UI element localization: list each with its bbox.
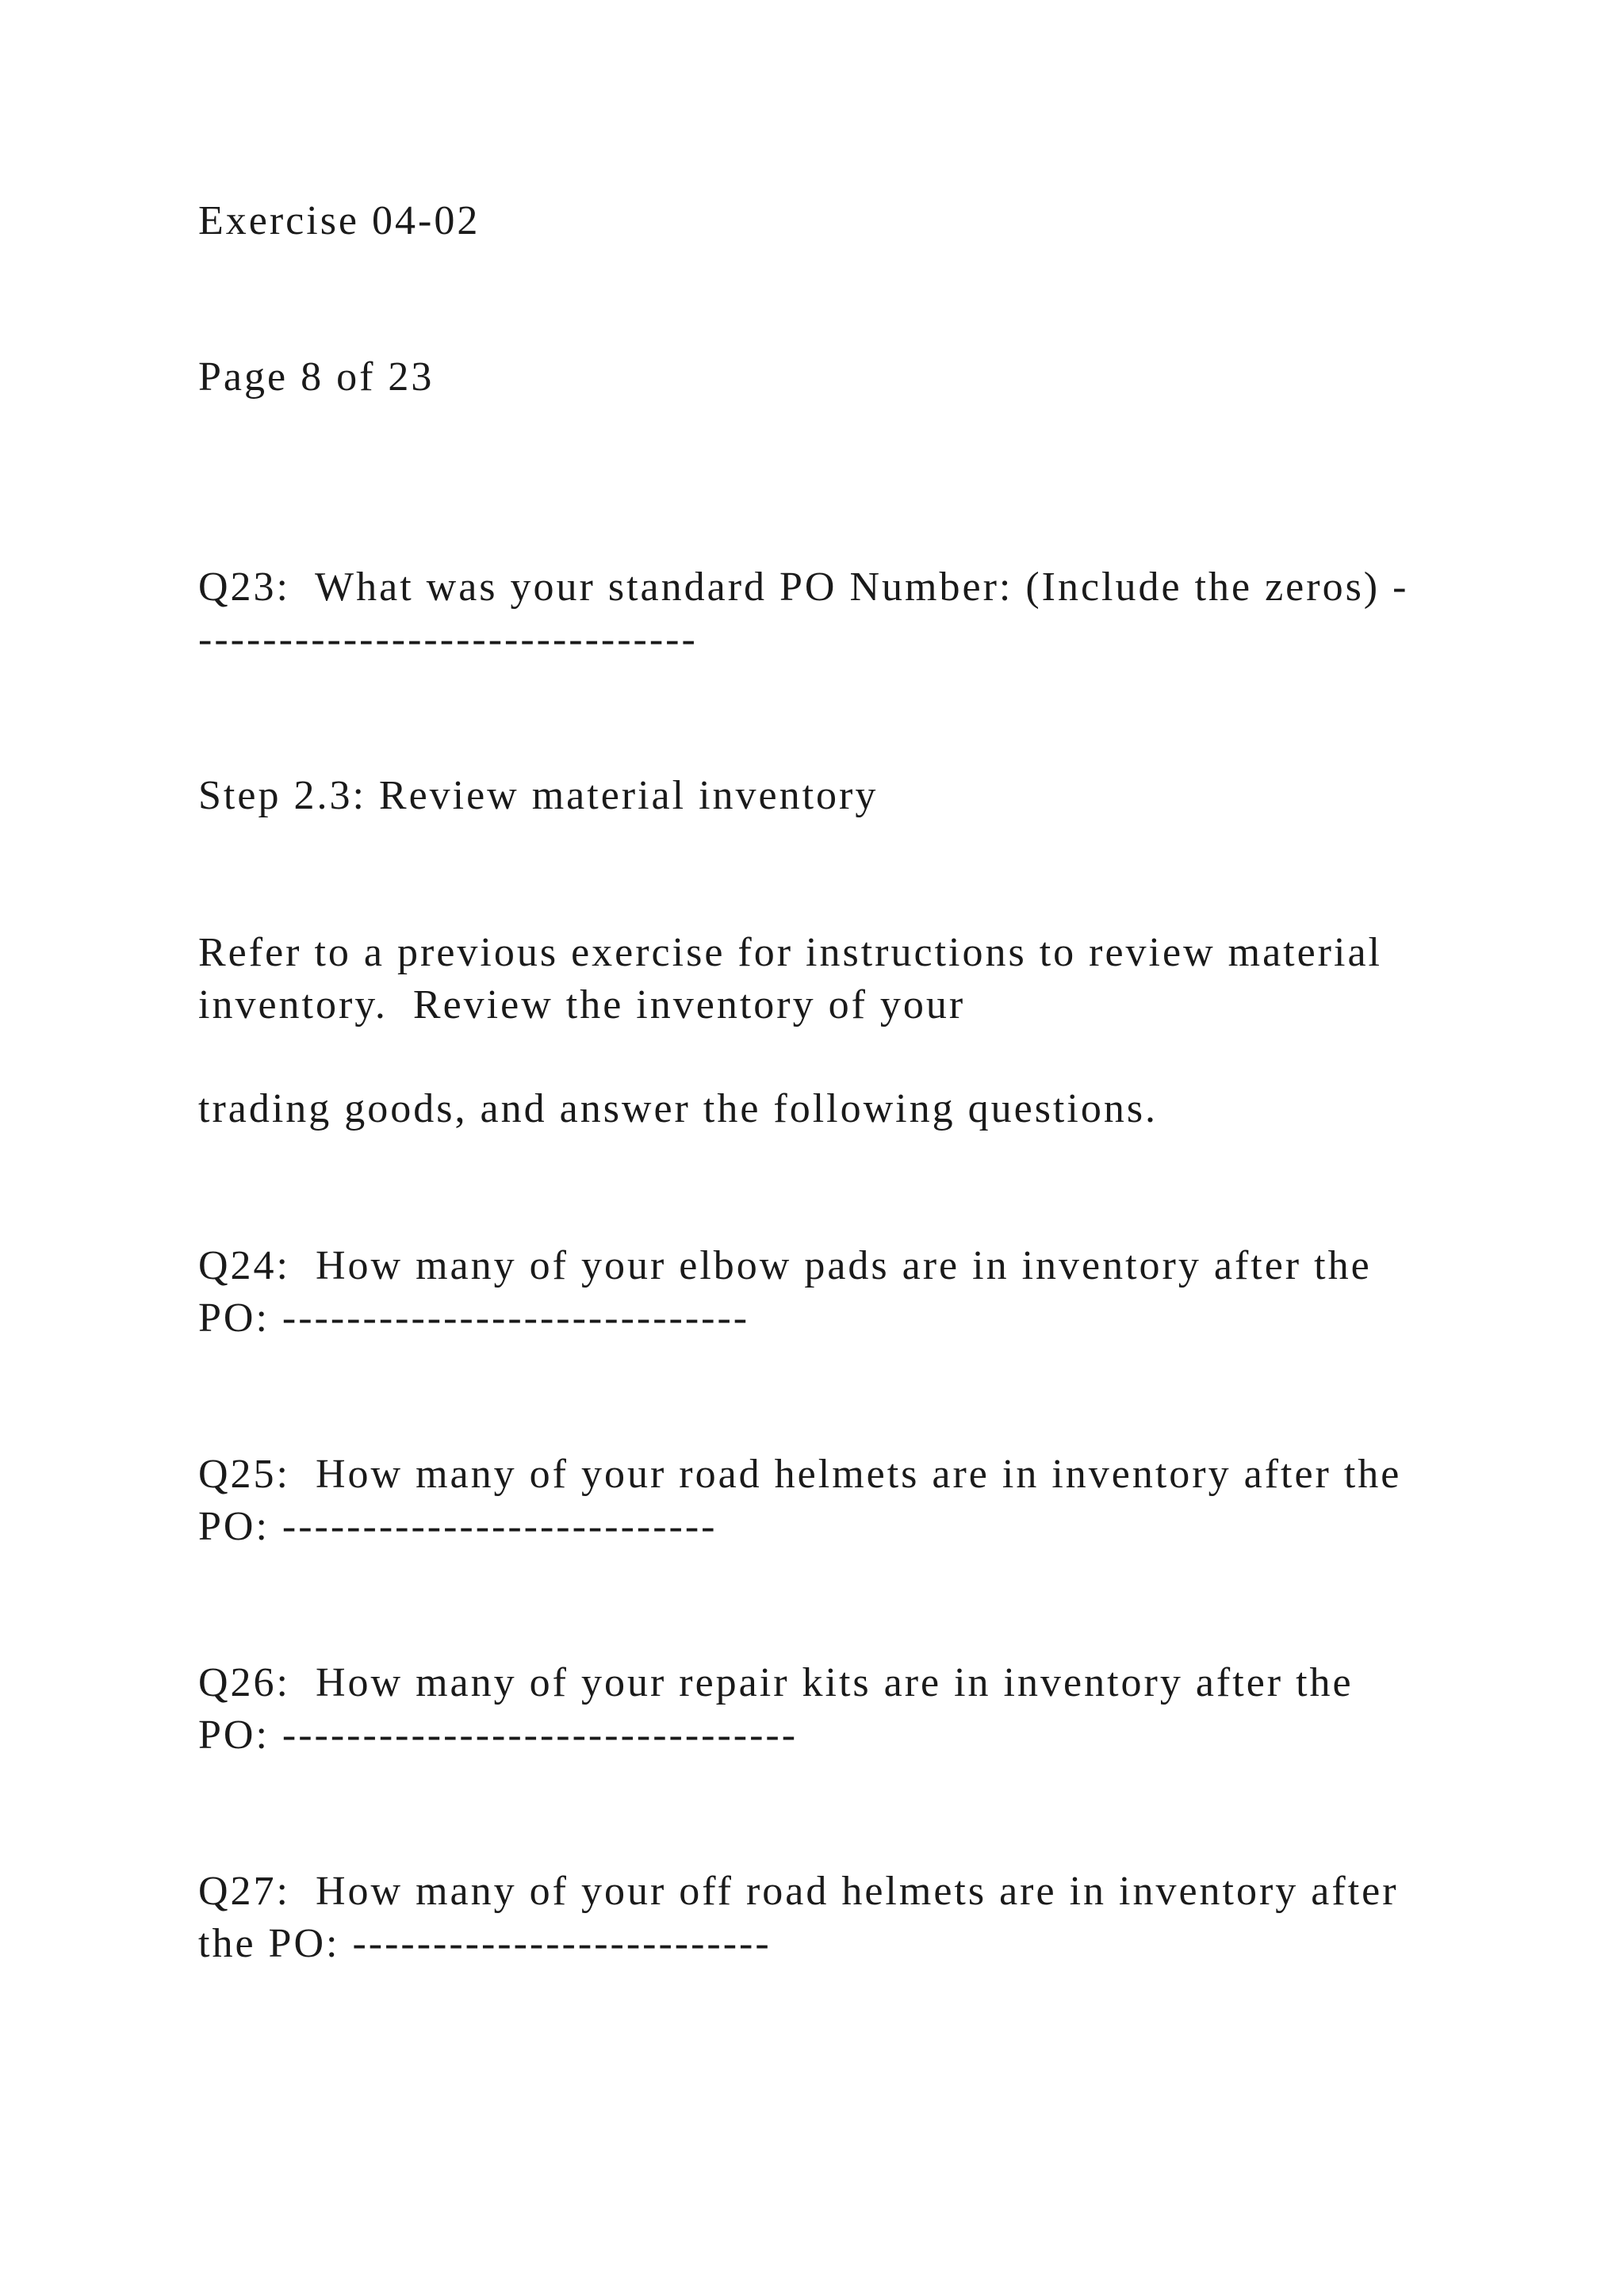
question-23-line-2: ------------------------------- — [198, 617, 698, 662]
question-23-line-1: Q23: What was your standard PO Number: (Include the zeros) - — [198, 564, 1409, 610]
question-24-line-1: Q24: How many of your elbow pads are in inventory after the — [198, 1243, 1372, 1288]
page-indicator: Page 8 of 23 — [198, 354, 435, 400]
instructions-line-3: trading goods, and answer the following questions. — [198, 1086, 1159, 1131]
question-27-line-2: the PO: -------------------------- — [198, 1921, 772, 1966]
question-25-line-2: PO: --------------------------- — [198, 1504, 718, 1549]
question-27-line-1: Q27: How many of your off road helmets are in inventory after — [198, 1869, 1399, 1914]
step-heading: Step 2.3: Review material inventory — [198, 773, 879, 818]
instructions-line-2: inventory. Review the inventory of your — [198, 982, 966, 1027]
question-26-line-2: PO: -------------------------------- — [198, 1712, 799, 1758]
exercise-title: Exercise 04-02 — [198, 198, 481, 243]
question-26-line-1: Q26: How many of your repair kits are in inventory after the — [198, 1660, 1354, 1705]
question-25-line-1: Q25: How many of your road helmets are in inventory after the — [198, 1452, 1402, 1497]
instructions-line-1: Refer to a previous exercise for instructions to review material — [198, 930, 1382, 975]
question-24-line-2: PO: ----------------------------- — [198, 1295, 750, 1341]
